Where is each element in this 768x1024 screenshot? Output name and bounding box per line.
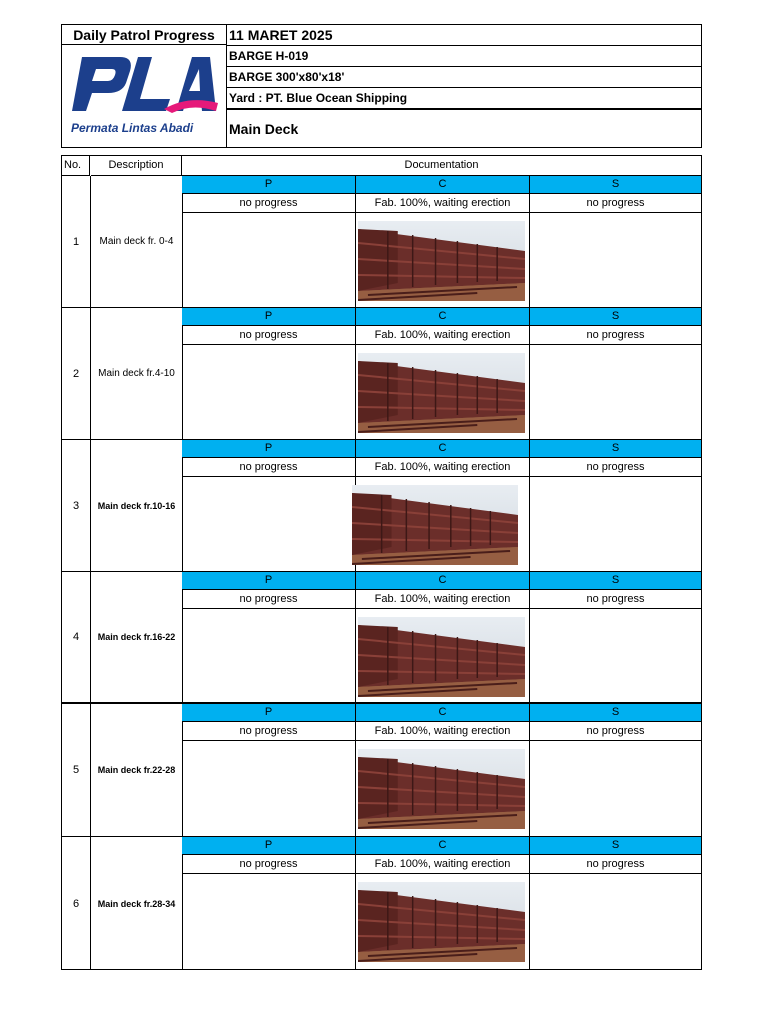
status-s: no progress (530, 722, 701, 741)
status-c: Fab. 100%, waiting erection (356, 590, 529, 609)
progress-table (61, 155, 702, 970)
steel-frame-photo-icon (358, 221, 525, 301)
row-number: 1 (62, 176, 91, 307)
status-p: no progress (182, 722, 355, 741)
position-header-s: S (530, 308, 701, 326)
row-description: Main deck fr.22-28 (91, 704, 183, 836)
row-number: 2 (62, 308, 91, 439)
row-number: 6 (62, 837, 91, 970)
table-row (62, 837, 701, 970)
position-header-p: P (182, 837, 355, 855)
position-header-p: P (182, 176, 355, 194)
steel-frame-photo-icon (358, 353, 525, 433)
status-c: Fab. 100%, waiting erection (356, 722, 529, 741)
report-date: 11 MARET 2025 (227, 25, 701, 46)
status-s: no progress (530, 194, 701, 213)
company-logo (68, 53, 220, 139)
position-header-p: P (182, 308, 355, 326)
barge-name: BARGE H-019 (227, 46, 701, 67)
position-header-c: C (356, 176, 529, 194)
status-p: no progress (182, 855, 355, 874)
position-header-s: S (530, 704, 701, 722)
position-header-c: C (356, 440, 529, 458)
position-header-p: P (182, 572, 355, 590)
status-p: no progress (182, 194, 355, 213)
steel-frame-photo-icon (358, 617, 525, 697)
position-header-s: S (530, 176, 701, 194)
position-header-c: C (356, 837, 529, 855)
position-header-c: C (356, 572, 529, 590)
row-number: 5 (62, 704, 91, 836)
steel-frame-photo-icon (358, 749, 525, 829)
status-s: no progress (530, 326, 701, 345)
steel-frame-photo-icon (352, 485, 518, 565)
column-header-documentation: Documentation (182, 156, 701, 176)
row-description: Main deck fr. 0-4 (91, 176, 183, 307)
status-c: Fab. 100%, waiting erection (356, 855, 529, 874)
row-number: 3 (62, 440, 91, 571)
table-row (62, 704, 701, 837)
column-header-description: Description (91, 156, 182, 176)
status-p: no progress (182, 590, 355, 609)
row-description: Main deck fr.16-22 (91, 572, 183, 702)
position-header-p: P (182, 440, 355, 458)
table-row (62, 440, 701, 572)
barge-dimensions: BARGE 300'x80'x18' (227, 67, 701, 88)
row-number: 4 (62, 572, 91, 702)
status-s: no progress (530, 458, 701, 477)
position-header-p: P (182, 704, 355, 722)
position-header-c: C (356, 308, 529, 326)
position-header-s: S (530, 572, 701, 590)
position-header-s: S (530, 440, 701, 458)
table-row (62, 308, 701, 440)
status-c: Fab. 100%, waiting erection (356, 194, 529, 213)
table-row (62, 176, 701, 308)
row-description: Main deck fr.28-34 (91, 837, 183, 970)
report-header (61, 24, 702, 148)
status-s: no progress (530, 590, 701, 609)
status-p: no progress (182, 326, 355, 345)
row-description: Main deck fr.10-16 (91, 440, 183, 571)
status-p: no progress (182, 458, 355, 477)
position-header-c: C (356, 704, 529, 722)
row-description: Main deck fr.4-10 (91, 308, 183, 439)
company-name: Permata Lintas Abadi (71, 121, 194, 135)
report-title: Daily Patrol Progress (62, 25, 226, 45)
position-header-s: S (530, 837, 701, 855)
steel-frame-photo-icon (358, 882, 525, 962)
pla-logo-icon (68, 53, 220, 115)
status-c: Fab. 100%, waiting erection (356, 458, 529, 477)
column-header-no: No. (62, 156, 90, 176)
section-title: Main Deck (229, 121, 299, 137)
table-row (62, 572, 701, 704)
status-c: Fab. 100%, waiting erection (356, 326, 529, 345)
status-s: no progress (530, 855, 701, 874)
yard-name: Yard : PT. Blue Ocean Shipping (227, 88, 701, 110)
